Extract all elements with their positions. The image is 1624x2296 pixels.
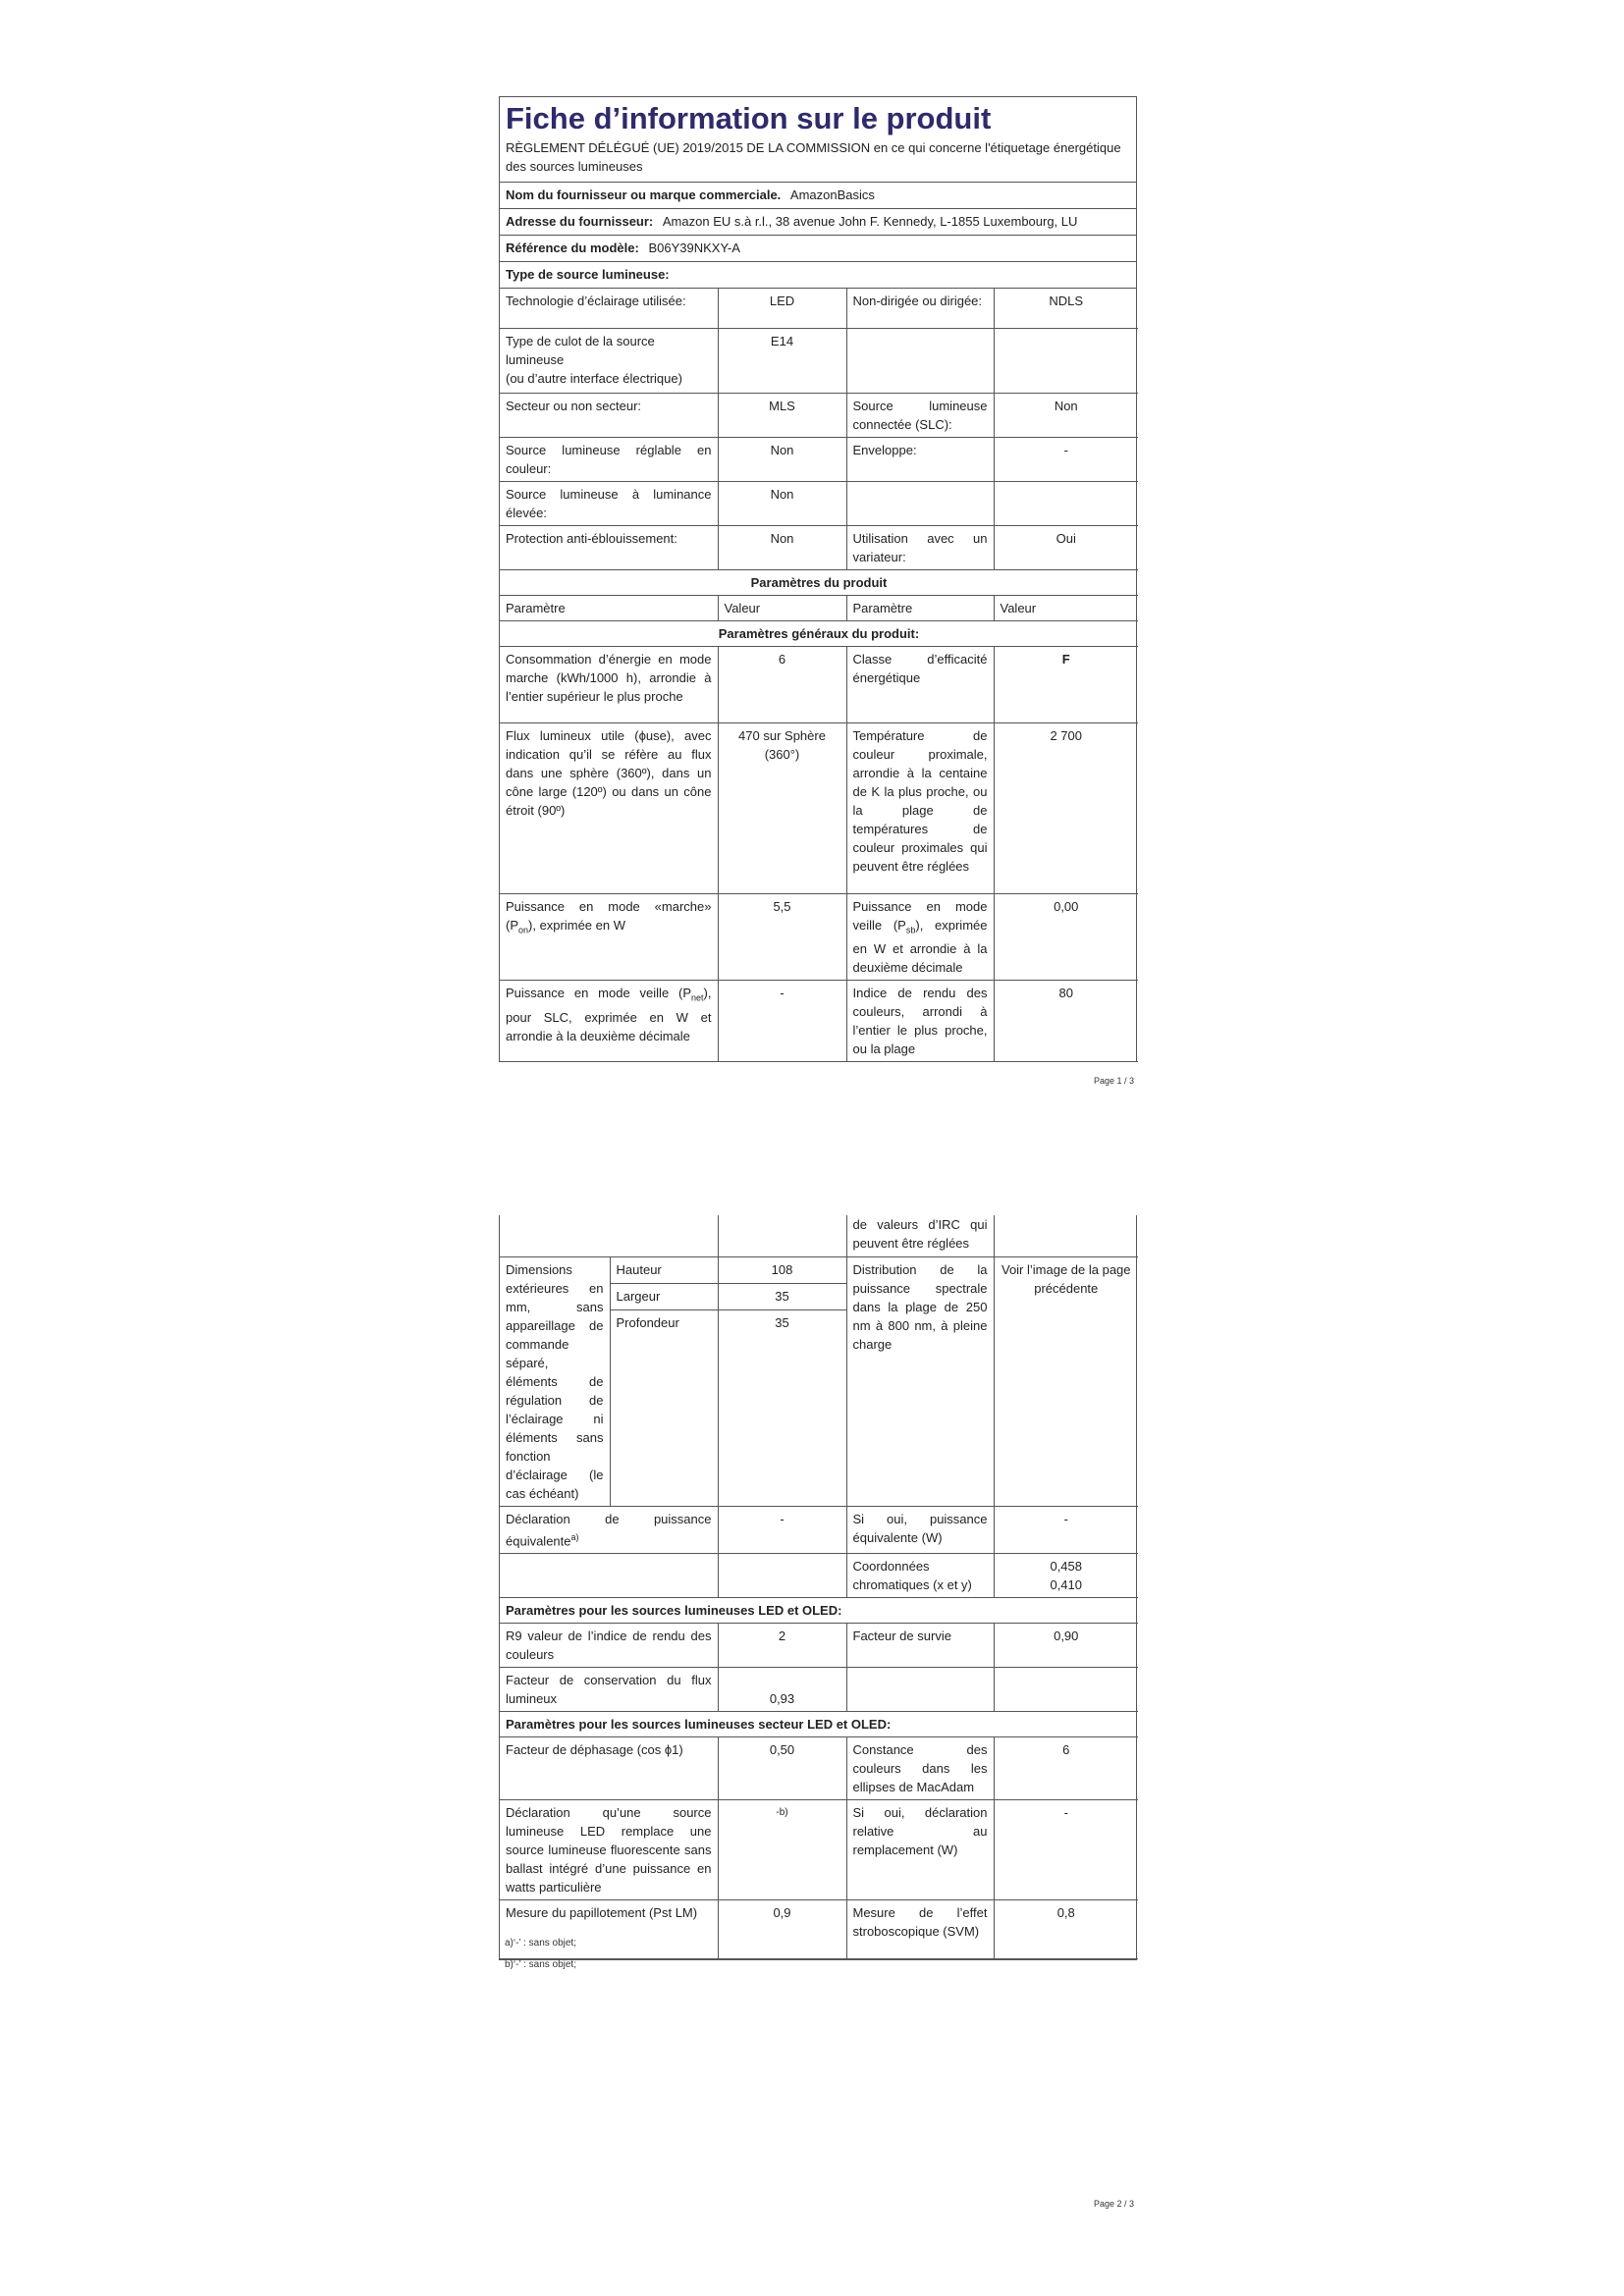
cell-value: LED: [718, 289, 846, 328]
supplier-row: [500, 183, 1136, 209]
cell-empty: [994, 1215, 1138, 1256]
table-row: [500, 1799, 1138, 1899]
cell-label: Constance des couleurs dans les ellipses de MacAdam: [846, 1736, 994, 1799]
model-row: [500, 236, 1136, 262]
col-header-value: Valeur: [718, 595, 846, 620]
cell-label: Source lumineuse réglable en couleur:: [500, 437, 718, 481]
col-header-param: Paramètre: [846, 595, 994, 620]
model-value: B06Y39NKXY-A: [648, 240, 740, 255]
general-header: Paramètres généraux du produit:: [500, 620, 1138, 646]
table-row: [500, 620, 1138, 646]
table-row: [500, 393, 1138, 437]
cell-label: Puissance en mode «marche» $(P_{on})$, exprimée en W: [500, 893, 718, 981]
equiv-sup: a): [570, 1531, 579, 1542]
cell-label: Source lumineuse à luminance élevée:: [500, 481, 718, 525]
supplier-value: AmazonBasics: [789, 187, 875, 202]
cell-value: 0,50: [718, 1736, 846, 1799]
page-title: Fiche d’information sur le produit: [506, 101, 992, 135]
cell-value: Voir l’image de la page précédente: [994, 1256, 1138, 1506]
cell-value: Non: [718, 437, 846, 481]
mains-header: Paramètres pour les sources lumineuses secteur LED et OLED:: [500, 1711, 1138, 1736]
table-row: [500, 1899, 1138, 1958]
table-row: [500, 981, 1138, 1062]
cell-label: Technologie d’éclairage utilisée:: [500, 289, 718, 328]
cell-label: Coordonnées chromatiques (x et y): [846, 1553, 994, 1597]
table-row: [500, 893, 1138, 981]
cell-label: Mesure du papillotement (Pst LM): [500, 1899, 718, 1958]
cell-value: 6: [718, 646, 846, 722]
cell-value: -b): [718, 1799, 846, 1899]
table-row: [500, 1623, 1138, 1667]
table-row: [500, 1736, 1138, 1799]
cell-value: [994, 328, 1138, 393]
cell-value: -: [994, 1799, 1138, 1899]
cell-value: 0,9: [718, 1899, 846, 1958]
led-header: Paramètres pour les sources lumineuses LED et OLED:: [500, 1597, 1138, 1623]
cell-value: 470 sur Sphère (360°): [718, 722, 846, 893]
address-row: [500, 209, 1136, 236]
dimension-name: Profondeur: [610, 1310, 718, 1506]
cell-value: F: [994, 646, 1138, 722]
cell-value: Non: [718, 525, 846, 569]
cell-label: [846, 328, 994, 393]
cell-value: MLS: [718, 393, 846, 437]
cell-value: -: [994, 437, 1138, 481]
dimension-value: 108: [718, 1256, 846, 1283]
cell-value: 0,90: [994, 1623, 1138, 1667]
cell-label: Déclaration qu’une source lumineuse LED remplace une source lumineuse fluorescente sans ballast intégré d’une puissance en watts particulière: [500, 1799, 718, 1899]
supplier-label: Nom du fournisseur ou marque commerciale.: [506, 187, 782, 202]
table-row: [500, 1667, 1138, 1711]
table-row: [500, 646, 1138, 722]
cell-value: Non: [994, 393, 1138, 437]
cell-value: 5,5: [718, 893, 846, 981]
table-row: [500, 1711, 1138, 1736]
cell-value: [994, 1553, 1138, 1597]
table-row: [500, 1256, 1138, 1283]
cell-label: Si oui, puissance équivalente (W): [846, 1506, 994, 1553]
cap-type-label: Type de culot de la source lumineuse (ou d’autre interface électrique): [506, 333, 682, 386]
cell-label: Protection anti-éblouissement:: [500, 525, 718, 569]
cell-label: Puissance en mode veille $(P_{net})$, pour SLC, exprimée en W et arrondie à la deuxième décimale: [500, 981, 718, 1062]
cell-value: 6: [994, 1736, 1138, 1799]
cell-label: Flux lumineux utile (ϕuse), avec indication qu’il se réfère au flux dans une sphère (360º), dans un cône large (120º) ou dans un cône étroit (90º): [500, 722, 718, 893]
cell-label: Si oui, déclaration relative au remplacement (W): [846, 1799, 994, 1899]
cell-label: R9 valeur de l’indice de rendu des couleurs: [500, 1623, 718, 1667]
cell-empty: [718, 1215, 846, 1256]
cell-label: Distribution de la puissance spectrale dans la plage de 250 nm à 800 nm, à pleine charge: [846, 1256, 994, 1506]
cell-label: de valeurs d’IRC qui peuvent être réglées: [846, 1215, 994, 1256]
page-number-2: Page 2 / 3: [1094, 2199, 1135, 2209]
product-sheet-page-1: [499, 96, 1137, 1062]
table-row: [500, 1506, 1138, 1553]
address-label: Adresse du fournisseur:: [506, 214, 654, 229]
cell-value: -: [994, 1506, 1138, 1553]
cell-label: Facteur de conservation du flux lumineux: [500, 1667, 718, 1711]
dimension-name: Largeur: [610, 1283, 718, 1309]
cell-value: -: [718, 1506, 846, 1553]
cell-value: 0,00: [994, 893, 1138, 981]
table-row: [500, 722, 1138, 893]
cell-empty: [718, 1553, 846, 1597]
product-sheet-page-2: [499, 1215, 1137, 1960]
table-row: [500, 437, 1138, 481]
cell-label: Facteur de déphasage (cos ϕ1): [500, 1736, 718, 1799]
cell-label: Secteur ou non secteur:: [500, 393, 718, 437]
chroma-y: 0,410: [1050, 1576, 1083, 1592]
cell-label: Température de couleur proximale, arrondie à la centaine de K la plus proche, ou la plage de températures de couleur proximales qui peuvent être réglées: [846, 722, 994, 893]
cell-value: 2: [718, 1623, 846, 1667]
table-row: [500, 289, 1138, 328]
footnote-b: b)‘-’ : sans objet;: [505, 1959, 576, 1970]
cell-value: NDLS: [994, 289, 1138, 328]
col-header-param: Paramètre: [500, 595, 718, 620]
col-header-value: Valeur: [994, 595, 1138, 620]
cell-label: Facteur de survie: [846, 1623, 994, 1667]
dimension-value: 35: [718, 1310, 846, 1506]
cell-value: 0,8: [994, 1899, 1138, 1958]
table-row: [500, 328, 1138, 393]
table-row: [500, 481, 1138, 525]
cell-value: 0,93: [718, 1667, 846, 1711]
cell-label: Consommation d’énergie en mode marche (kWh/1000 h), arrondie à l’entier supérieur le plus proche: [500, 646, 718, 722]
cell-value: Non: [718, 481, 846, 525]
cell-label: [846, 1667, 994, 1711]
chroma-x: 0,458: [1050, 1558, 1083, 1574]
cell-value: 2 700: [994, 722, 1138, 893]
cell-label: [500, 1506, 718, 1553]
page-number-1: Page 1 / 3: [1094, 1076, 1135, 1086]
cell-value: -: [718, 981, 846, 1062]
cell-empty: [500, 1553, 718, 1597]
dimension-value: 35: [718, 1283, 846, 1309]
cell-value: Oui: [994, 525, 1138, 569]
cell-label: Classe d’efficacité énergétique: [846, 646, 994, 722]
cell-label: Enveloppe:: [846, 437, 994, 481]
footnote-a: a)‘-’ : sans objet;: [505, 1938, 576, 1949]
cell-label: [500, 328, 718, 393]
table-row: [500, 1215, 1138, 1256]
cell-value: [994, 481, 1138, 525]
cell-label: Mesure de l’effet stroboscopique (SVM): [846, 1899, 994, 1958]
params-table-continued: [500, 1215, 1138, 1959]
type-header: Type de source lumineuse:: [500, 262, 1136, 289]
cell-label: [846, 481, 994, 525]
table-row: [500, 525, 1138, 569]
cell-label: Utilisation avec un variateur:: [846, 525, 994, 569]
dimensions-label: Dimensions extérieures en mm, sans appareillage de commande séparé, éléments de régulation de l’éclairage ni éléments sans fonction d’éclairage (le cas échéant): [500, 1256, 610, 1506]
cell-label: Indice de rendu des couleurs, arrondi à l’entier le plus proche, ou la plage: [846, 981, 994, 1062]
regulation-text: RÈGLEMENT DÉLÉGUÉ (UE) 2019/2015 DE LA COMMISSION en ce qui concerne l'étiquetage énergétique des sources lumineuses: [500, 138, 1136, 183]
cell-empty: [500, 1215, 718, 1256]
cell-value: 80: [994, 981, 1138, 1062]
params-header: Paramètres du produit: [500, 569, 1138, 595]
table-row: [500, 1597, 1138, 1623]
cell-label: Non-dirigée ou dirigée:: [846, 289, 994, 328]
cell-value: [994, 1667, 1138, 1711]
table-row: [500, 1553, 1138, 1597]
cell-label: Source lumineuse connectée (SLC):: [846, 393, 994, 437]
model-label: Référence du modèle:: [506, 240, 639, 255]
equiv-label: Déclaration de puissance équivalente: [506, 1511, 712, 1548]
address-value: Amazon EU s.à r.l., 38 avenue John F. Kennedy, L-1855 Luxembourg, LU: [662, 214, 1078, 229]
cell-label: Puissance en mode veille $(P_{sb})$, exprimée en W et arrondie à la deuxième décimale: [846, 893, 994, 981]
table-row: [500, 595, 1138, 620]
dimension-name: Hauteur: [610, 1256, 718, 1283]
type-table: [500, 289, 1138, 1062]
table-row: [500, 569, 1138, 595]
cell-value: E14: [718, 328, 846, 393]
